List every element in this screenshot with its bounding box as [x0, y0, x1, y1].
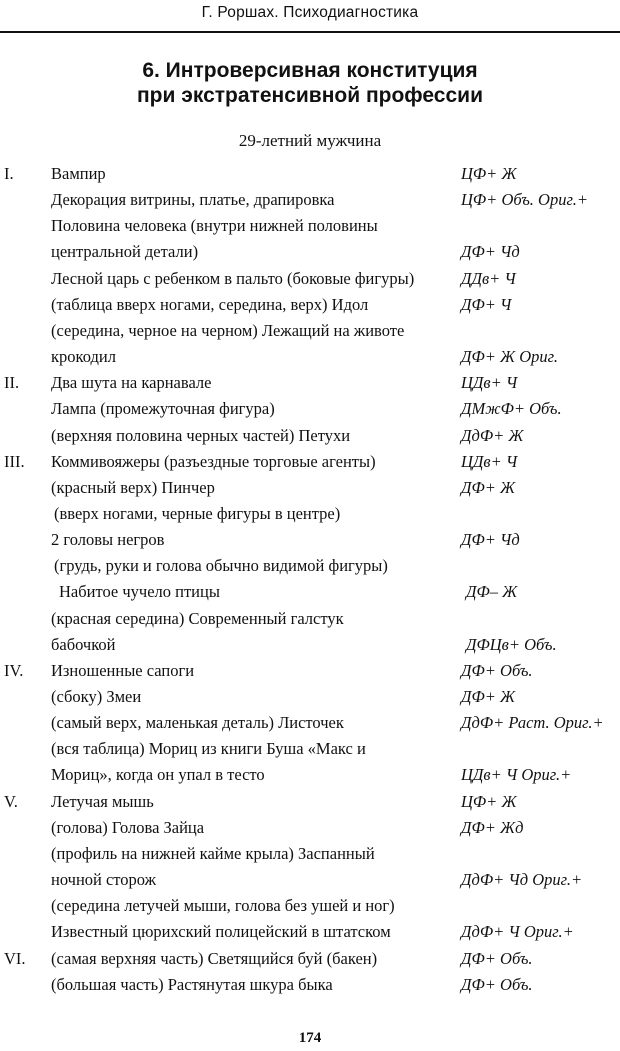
response-text: (голова) Голова Зайца: [51, 818, 205, 837]
response-row: [0, 475, 620, 501]
response-row: [0, 423, 620, 449]
response-text: Декорация витрины, платье, драпировка: [51, 190, 335, 209]
response-text: крокодил: [51, 347, 116, 366]
scoring-code: ДФ+ Объ.: [461, 949, 533, 968]
response-text: Лесной царь с ребенком в пальто (боковые фигуры): [51, 269, 415, 288]
scoring-code: ДФ+ Ж: [461, 478, 516, 497]
response-row: [0, 710, 620, 736]
response-text: (грудь, руки и голова обычно видимой фигуры): [54, 556, 388, 575]
scoring-code: ДФ+ Жд: [461, 818, 524, 837]
scoring-code: ЦДв+ Ч: [461, 452, 518, 471]
scoring-code: ДФ+ Ч: [461, 295, 512, 314]
scoring-code: ДМжФ+ Объ.: [461, 399, 562, 418]
response-text: (красная середина) Современный галстук: [51, 609, 344, 628]
table-number: VI.: [4, 949, 26, 968]
response-row: [0, 553, 620, 579]
response-text: ночной сторож: [51, 870, 157, 889]
response-row: [0, 344, 620, 370]
response-text: центральной детали): [51, 242, 199, 261]
response-row: [0, 946, 620, 972]
response-text: (самый верх, маленькая деталь) Листочек: [51, 713, 344, 732]
scoring-code: ДФ+ Чд: [461, 242, 520, 261]
response-row: [0, 919, 620, 945]
table-number: I.: [4, 164, 14, 183]
table-number: IV.: [4, 661, 24, 680]
response-row: [0, 292, 620, 318]
response-text: (верхняя половина черных частей) Петухи: [51, 426, 351, 445]
response-text: (вся таблица) Мориц из книги Буша «Макс и: [51, 739, 366, 758]
response-row: [0, 396, 620, 422]
scoring-code: ЦДв+ Ч: [461, 373, 518, 392]
response-row: [0, 501, 620, 527]
response-row: [0, 867, 620, 893]
scoring-code: ЦДв+ Ч Ориг.+: [461, 765, 572, 784]
header-rule: [0, 31, 620, 33]
response-row: [0, 318, 620, 344]
scoring-code: ДФ+ Ж: [461, 687, 516, 706]
response-row: [0, 658, 620, 684]
response-text: (красный верх) Пинчер: [51, 478, 215, 497]
table-number: V.: [4, 792, 18, 811]
response-text: бабочкой: [51, 635, 116, 654]
response-text: (середина, черное на черном) Лежащий на животе: [51, 321, 405, 340]
response-text: (вверх ногами, черные фигуры в центре): [54, 504, 341, 523]
table-number: III.: [4, 452, 25, 471]
scoring-code: ЦФ+ Ж: [461, 164, 517, 183]
section-title-line-2: при экстратенсивной профессии: [137, 84, 483, 107]
page-number: 174: [298, 1030, 322, 1046]
response-text: (большая часть) Растянутая шкура быка: [51, 975, 333, 994]
response-text: Вампир: [51, 164, 106, 183]
scoring-code: ДдФ+ Раст. Ориг.+: [461, 713, 604, 732]
scoring-code: ЦФ+ Ж: [461, 792, 517, 811]
scoring-code: ДдФ+ Ч Ориг.+: [461, 922, 574, 941]
response-row: [0, 370, 620, 396]
scoring-code: ДФ– Ж: [466, 582, 518, 601]
scoring-code: ДФ+ Объ.: [461, 975, 533, 994]
response-text: Мориц», когда он упал в тесто: [51, 765, 265, 784]
scoring-code: ЦФ+ Объ. Ориг.+: [461, 190, 588, 209]
response-text: Набитое чучело птицы: [59, 582, 220, 601]
response-text: (таблица вверх ногами, середина, верх) Идол: [51, 295, 369, 314]
response-text: (самая верхняя часть) Светящийся буй (бакен): [51, 949, 378, 968]
response-text: Лампа (промежуточная фигура): [51, 399, 275, 418]
response-row: [0, 684, 620, 710]
case-subtitle: 29-летний мужчина: [238, 131, 382, 150]
response-text: Летучая мышь: [51, 792, 154, 811]
scoring-code: ДФ+ Ж Ориг.: [461, 347, 559, 366]
scoring-code: ДФ+ Чд: [461, 530, 520, 549]
response-row: [0, 579, 620, 605]
response-row: [0, 161, 620, 187]
response-row: [0, 762, 620, 788]
response-text: Изношенные сапоги: [51, 661, 195, 680]
running-head: Г. Роршах. Психодиагностика: [201, 4, 419, 21]
response-row: [0, 266, 620, 292]
response-row: [0, 972, 620, 998]
table-number: II.: [4, 373, 20, 392]
scoring-code: ДдФ+ Чд Ориг.+: [461, 870, 583, 889]
response-row: [0, 527, 620, 553]
scoring-code: ДдФ+ Ж: [461, 426, 524, 445]
response-text: (середина летучей мыши, голова без ушей и ног): [51, 896, 395, 915]
response-text: Половина человека (внутри нижней половины: [51, 216, 378, 235]
scoring-code: ДДв+ Ч: [461, 269, 516, 288]
response-row: [0, 736, 620, 762]
response-text: 2 головы негров: [51, 530, 165, 549]
response-text: (профиль на нижней кайме крыла) Заспанный: [51, 844, 375, 863]
response-row: [0, 841, 620, 867]
response-row: [0, 893, 620, 919]
scoring-code: ДФЦв+ Объ.: [466, 635, 557, 654]
response-text: Два шута на карнавале: [51, 373, 212, 392]
response-row: [0, 606, 620, 632]
scoring-code: ДФ+ Объ.: [461, 661, 533, 680]
response-row: [0, 449, 620, 475]
response-text: (сбоку) Змеи: [51, 687, 142, 706]
response-text: Коммивояжеры (разъездные торговые агенты): [51, 452, 376, 471]
response-row: [0, 239, 620, 265]
response-row: [0, 213, 620, 239]
response-row: [0, 187, 620, 213]
response-row: [0, 632, 620, 658]
response-row: [0, 815, 620, 841]
response-text: Известный цюрихский полицейский в штатском: [51, 922, 391, 941]
response-row: [0, 789, 620, 815]
section-title-line-1: 6. Интроверсивная конституция: [142, 59, 478, 82]
